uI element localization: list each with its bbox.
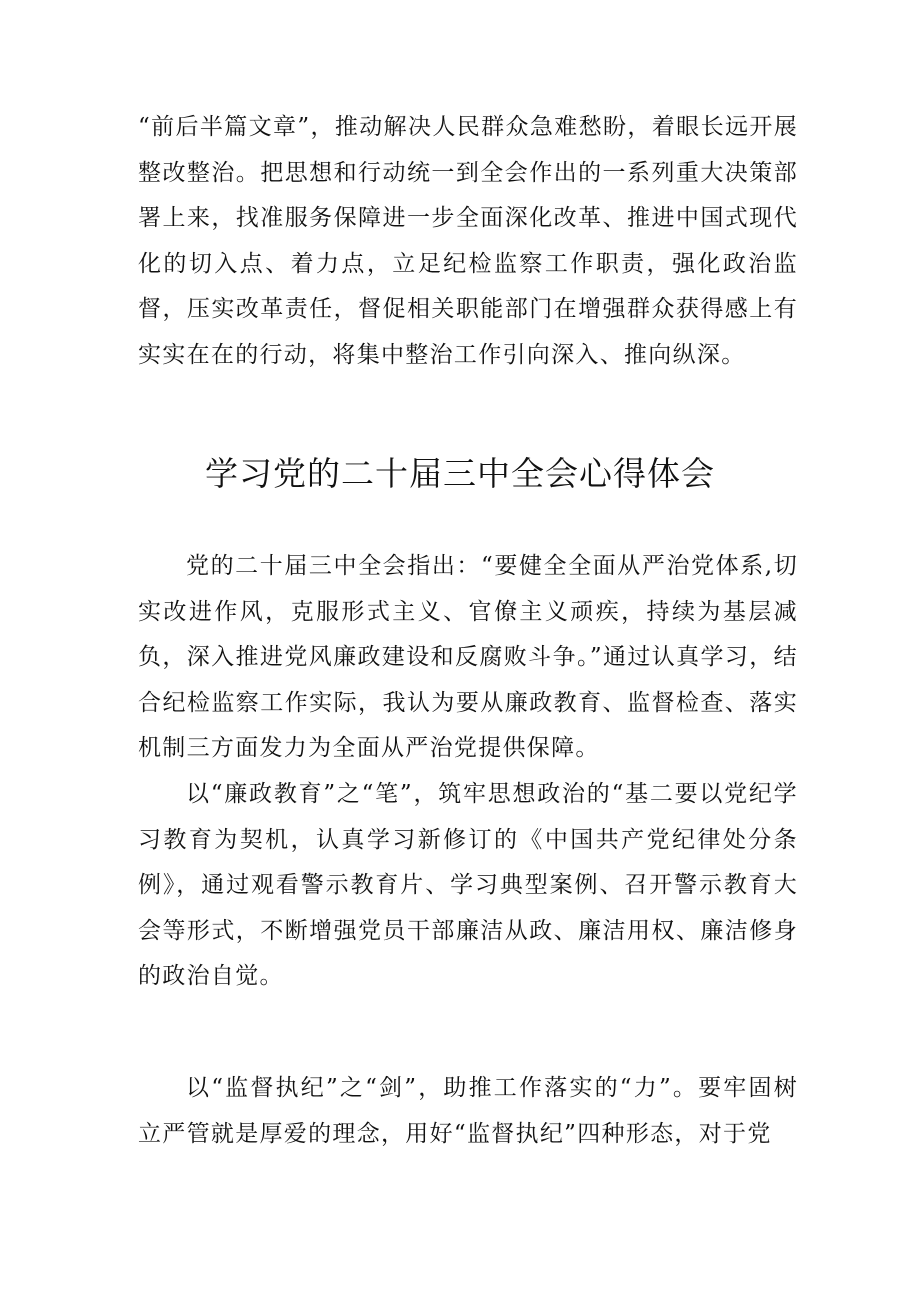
body-text-section-2 — [138, 1066, 798, 1157]
paragraph-supervision: 以“监督执纪”之“剑”，助推工作落实的“力”。要牢固树立严管就是厚爱的理念，用好“监督执纪”四种形态，对于党 — [138, 1075, 798, 1147]
paragraph-intro: 党的二十届三中全会指出：“要健全全面从严治党体系,切实改进作风，克服形式主义、官僚主义顽疾，持续为基层减负，深入推进党风廉政建设和反腐败斗争。”通过认真学习，结合纪检监察工作实际，我认为要从廉政教育、监督检查、落实机制三方面发力为全面从严治党提供保障。 — [138, 553, 798, 762]
body-text-section — [138, 544, 798, 1000]
continued-text-section — [138, 105, 798, 379]
paragraph-continued: “前后半篇文章”，推动解决人民群众急难愁盼，着眼长远开展整改整治。把思想和行动统一到全会作出的一系列重大决策部署上来，找准服务保障进一步全面深化改革、推进中国式现代化的切入点、着力点，立足纪检监察工作职责，强化政治监督，压实改革责任，督促相关职能部门在增强群众获得感上有实实在在的行动，将集中整治工作引向深入、推向纵深。 — [138, 114, 798, 368]
paragraph-education: 以“廉政教育”之“笔”，筑牢思想政治的“基二要以党纪学习教育为契机，认真学习新修订的《中国共产党纪律处分条例》，通过观看警示教育片、学习典型案例、召开警示教育大会等形式，不断增强党员干部廉洁从政、廉洁用权、廉洁修身的政治自觉。 — [138, 780, 798, 990]
document-title: 学习党的二十届三中全会心得体会 — [205, 454, 715, 493]
